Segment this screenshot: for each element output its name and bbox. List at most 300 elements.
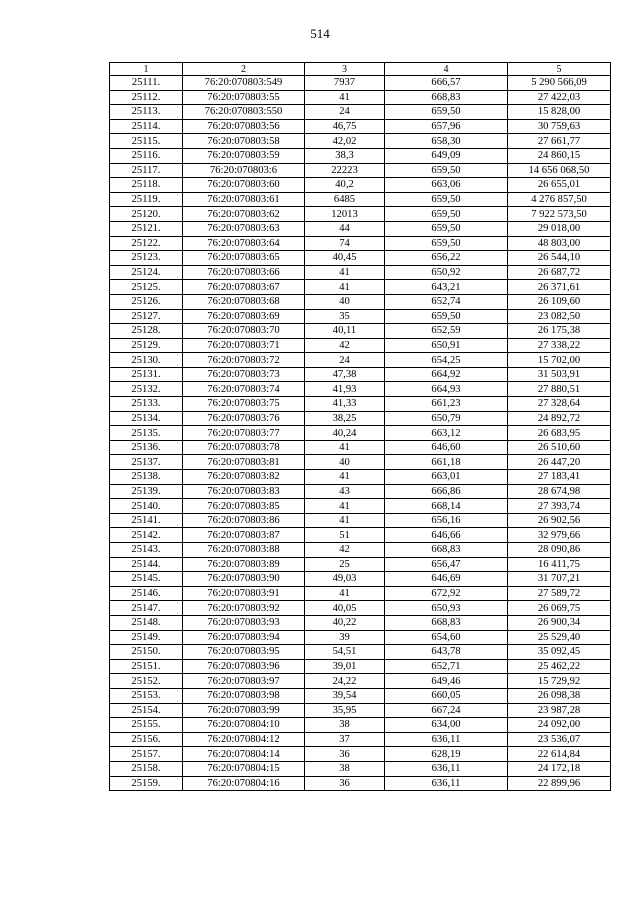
area-cell: 41 [305,265,385,280]
value-cell: 25 462,22 [508,659,611,674]
area-cell: 36 [305,776,385,791]
rate-cell: 661,23 [385,397,508,412]
row-number-cell: 25151. [110,659,183,674]
rate-cell: 634,00 [385,718,508,733]
header-row [110,63,611,76]
value-cell: 27 880,51 [508,382,611,397]
table-row [110,572,611,587]
area-cell: 41,93 [305,382,385,397]
cadastral-number-cell: 76:20:070804:15 [183,761,305,776]
table-row [110,513,611,528]
table-row [110,397,611,412]
table-row [110,105,611,120]
area-cell: 40,2 [305,178,385,193]
column-header: 3 [305,63,385,76]
cadastral-number-cell: 76:20:070803:76 [183,411,305,426]
rate-cell: 663,01 [385,470,508,485]
value-cell: 27 183,41 [508,470,611,485]
cadastral-number-cell: 76:20:070803:86 [183,513,305,528]
area-cell: 38,25 [305,411,385,426]
column-header: 1 [110,63,183,76]
rate-cell: 649,46 [385,674,508,689]
table-row [110,703,611,718]
cadastral-number-cell: 76:20:070803:6 [183,163,305,178]
value-cell: 30 759,63 [508,119,611,134]
cadastral-number-cell: 76:20:070803:65 [183,251,305,266]
row-number-cell: 25132. [110,382,183,397]
table-row [110,338,611,353]
table-row [110,148,611,163]
cadastral-number-cell: 76:20:070803:96 [183,659,305,674]
area-cell: 40,05 [305,601,385,616]
cadastral-number-cell: 76:20:070803:77 [183,426,305,441]
rate-cell: 672,92 [385,586,508,601]
row-number-cell: 25123. [110,251,183,266]
table-row [110,732,611,747]
table-row [110,586,611,601]
table-row [110,543,611,558]
cadastral-number-cell: 76:20:070803:70 [183,324,305,339]
row-number-cell: 25111. [110,76,183,91]
table-row [110,674,611,689]
area-cell: 41 [305,440,385,455]
value-cell: 7 922 573,50 [508,207,611,222]
table-row [110,280,611,295]
area-cell: 42 [305,338,385,353]
rate-cell: 666,57 [385,76,508,91]
area-cell: 74 [305,236,385,251]
value-cell: 22 899,96 [508,776,611,791]
table-row [110,411,611,426]
cadastral-number-cell: 76:20:070803:71 [183,338,305,353]
area-cell: 41 [305,470,385,485]
cadastral-number-cell: 76:20:070803:82 [183,470,305,485]
table-row [110,557,611,572]
table-row [110,426,611,441]
rate-cell: 636,11 [385,761,508,776]
value-cell: 25 529,40 [508,630,611,645]
row-number-cell: 25135. [110,426,183,441]
cadastral-number-cell: 76:20:070803:549 [183,76,305,91]
row-number-cell: 25145. [110,572,183,587]
table-row [110,718,611,733]
cadastral-number-cell: 76:20:070803:78 [183,440,305,455]
rate-cell: 659,50 [385,105,508,120]
value-cell: 24 172,18 [508,761,611,776]
table-row [110,90,611,105]
value-cell: 27 661,77 [508,134,611,149]
area-cell: 42,02 [305,134,385,149]
row-number-cell: 25138. [110,470,183,485]
row-number-cell: 25122. [110,236,183,251]
row-number-cell: 25125. [110,280,183,295]
value-cell: 26 447,20 [508,455,611,470]
row-number-cell: 25116. [110,148,183,163]
value-cell: 26 371,61 [508,280,611,295]
area-cell: 54,51 [305,645,385,660]
value-cell: 26 098,38 [508,688,611,703]
rate-cell: 652,59 [385,324,508,339]
area-cell: 6485 [305,192,385,207]
value-cell: 26 069,75 [508,601,611,616]
value-cell: 26 900,34 [508,615,611,630]
value-cell: 28 674,98 [508,484,611,499]
row-number-cell: 25139. [110,484,183,499]
column-header: 4 [385,63,508,76]
cadastral-number-cell: 76:20:070803:74 [183,382,305,397]
value-cell: 16 411,75 [508,557,611,572]
rate-cell: 654,60 [385,630,508,645]
rate-cell: 649,09 [385,148,508,163]
row-number-cell: 25121. [110,221,183,236]
row-number-cell: 25130. [110,353,183,368]
rate-cell: 668,83 [385,615,508,630]
cadastral-number-cell: 76:20:070803:90 [183,572,305,587]
table-row [110,236,611,251]
rate-cell: 650,91 [385,338,508,353]
row-number-cell: 25155. [110,718,183,733]
cadastral-number-cell: 76:20:070803:55 [183,90,305,105]
area-cell: 38 [305,761,385,776]
cadastral-number-cell: 76:20:070803:61 [183,192,305,207]
area-cell: 39,01 [305,659,385,674]
cadastral-number-cell: 76:20:070803:81 [183,455,305,470]
rate-cell: 646,66 [385,528,508,543]
value-cell: 27 589,72 [508,586,611,601]
row-number-cell: 25157. [110,747,183,762]
row-number-cell: 25147. [110,601,183,616]
area-cell: 35 [305,309,385,324]
area-cell: 42 [305,543,385,558]
table-row [110,659,611,674]
table-row [110,265,611,280]
row-number-cell: 25141. [110,513,183,528]
value-cell: 22 614,84 [508,747,611,762]
row-number-cell: 25158. [110,761,183,776]
table-row [110,761,611,776]
table-row [110,221,611,236]
rate-cell: 636,11 [385,776,508,791]
area-cell: 46,75 [305,119,385,134]
cadastral-number-cell: 76:20:070803:89 [183,557,305,572]
rate-cell: 666,86 [385,484,508,499]
rate-cell: 652,71 [385,659,508,674]
value-cell: 15 702,00 [508,353,611,368]
area-cell: 22223 [305,163,385,178]
cadastral-number-cell: 76:20:070803:69 [183,309,305,324]
value-cell: 27 328,64 [508,397,611,412]
cadastral-number-cell: 76:20:070803:92 [183,601,305,616]
rate-cell: 658,30 [385,134,508,149]
cadastral-number-cell: 76:20:070803:99 [183,703,305,718]
value-cell: 27 422,03 [508,90,611,105]
cadastral-number-cell: 76:20:070803:72 [183,353,305,368]
area-cell: 12013 [305,207,385,222]
area-cell: 7937 [305,76,385,91]
area-cell: 40,45 [305,251,385,266]
cadastral-number-cell: 76:20:070803:64 [183,236,305,251]
cadastral-number-cell: 76:20:070803:66 [183,265,305,280]
table-row [110,76,611,91]
area-cell: 39 [305,630,385,645]
value-cell: 26 544,10 [508,251,611,266]
value-cell: 5 290 566,09 [508,76,611,91]
value-cell: 28 090,86 [508,543,611,558]
rate-cell: 656,22 [385,251,508,266]
row-number-cell: 25117. [110,163,183,178]
table-row [110,440,611,455]
cadastral-number-cell: 76:20:070803:56 [183,119,305,134]
table-row [110,134,611,149]
page-number: 514 [310,26,330,41]
area-cell: 41 [305,280,385,295]
rate-cell: 660,05 [385,688,508,703]
table-row [110,192,611,207]
cadastral-number-cell: 76:20:070803:63 [183,221,305,236]
row-number-cell: 25137. [110,455,183,470]
cadastral-number-cell: 76:20:070803:68 [183,294,305,309]
value-cell: 31 707,21 [508,572,611,587]
row-number-cell: 25148. [110,615,183,630]
cadastral-number-cell: 76:20:070803:88 [183,543,305,558]
area-cell: 24 [305,105,385,120]
rate-cell: 654,25 [385,353,508,368]
rate-cell: 664,92 [385,367,508,382]
row-number-cell: 25142. [110,528,183,543]
value-cell: 24 092,00 [508,718,611,733]
area-cell: 39,54 [305,688,385,703]
value-cell: 26 109,60 [508,294,611,309]
rate-cell: 667,24 [385,703,508,718]
table-row [110,455,611,470]
value-cell: 26 175,38 [508,324,611,339]
table-row [110,776,611,791]
area-cell: 51 [305,528,385,543]
row-number-cell: 25118. [110,178,183,193]
area-cell: 41 [305,90,385,105]
row-number-cell: 25154. [110,703,183,718]
cadastral-number-cell: 76:20:070803:67 [183,280,305,295]
table-row [110,294,611,309]
table-row [110,645,611,660]
row-number-cell: 25120. [110,207,183,222]
cadastral-number-cell: 76:20:070803:93 [183,615,305,630]
cadastral-number-cell: 76:20:070803:94 [183,630,305,645]
rate-cell: 652,74 [385,294,508,309]
cadastral-number-cell: 76:20:070803:60 [183,178,305,193]
value-cell: 31 503,91 [508,367,611,382]
rate-cell: 650,93 [385,601,508,616]
area-cell: 38,3 [305,148,385,163]
value-cell: 27 393,74 [508,499,611,514]
row-number-cell: 25128. [110,324,183,339]
rate-cell: 659,50 [385,221,508,236]
rate-cell: 663,12 [385,426,508,441]
value-cell: 23 987,28 [508,703,611,718]
rate-cell: 659,50 [385,309,508,324]
rate-cell: 659,50 [385,163,508,178]
value-cell: 15 828,00 [508,105,611,120]
rate-cell: 636,11 [385,732,508,747]
value-cell: 24 860,15 [508,148,611,163]
table-row [110,119,611,134]
value-cell: 26 510,60 [508,440,611,455]
rate-cell: 657,96 [385,119,508,134]
area-cell: 49,03 [305,572,385,587]
rate-cell: 646,60 [385,440,508,455]
area-cell: 40 [305,455,385,470]
area-cell: 47,38 [305,367,385,382]
rate-cell: 668,14 [385,499,508,514]
row-number-cell: 25127. [110,309,183,324]
area-cell: 36 [305,747,385,762]
cadastral-number-cell: 76:20:070803:58 [183,134,305,149]
area-cell: 40,22 [305,615,385,630]
table-row [110,207,611,222]
area-cell: 40,11 [305,324,385,339]
row-number-cell: 25114. [110,119,183,134]
value-cell: 35 092,45 [508,645,611,660]
area-cell: 41 [305,513,385,528]
table-row [110,178,611,193]
table-row [110,615,611,630]
table-row [110,324,611,339]
value-cell: 26 683,95 [508,426,611,441]
table-row [110,499,611,514]
row-number-cell: 25140. [110,499,183,514]
value-cell: 23 082,50 [508,309,611,324]
row-number-cell: 25156. [110,732,183,747]
rate-cell: 664,93 [385,382,508,397]
row-number-cell: 25149. [110,630,183,645]
row-number-cell: 25134. [110,411,183,426]
value-cell: 27 338,22 [508,338,611,353]
cadastral-number-cell: 76:20:070804:12 [183,732,305,747]
cadastral-number-cell: 76:20:070803:98 [183,688,305,703]
rate-cell: 668,83 [385,90,508,105]
area-cell: 43 [305,484,385,499]
rate-cell: 646,69 [385,572,508,587]
value-cell: 14 656 068,50 [508,163,611,178]
row-number-cell: 25126. [110,294,183,309]
area-cell: 41 [305,499,385,514]
row-number-cell: 25150. [110,645,183,660]
area-cell: 37 [305,732,385,747]
rate-cell: 661,18 [385,455,508,470]
value-cell: 23 536,07 [508,732,611,747]
row-number-cell: 25131. [110,367,183,382]
value-cell: 24 892,72 [508,411,611,426]
row-number-cell: 25159. [110,776,183,791]
row-number-cell: 25152. [110,674,183,689]
cadastral-number-cell: 76:20:070803:59 [183,148,305,163]
row-number-cell: 25129. [110,338,183,353]
rate-cell: 659,50 [385,207,508,222]
rate-cell: 656,47 [385,557,508,572]
rate-cell: 650,92 [385,265,508,280]
table-row [110,309,611,324]
row-number-cell: 25136. [110,440,183,455]
row-number-cell: 25119. [110,192,183,207]
row-number-cell: 25143. [110,543,183,558]
rate-cell: 668,83 [385,543,508,558]
row-number-cell: 25133. [110,397,183,412]
rate-cell: 659,50 [385,192,508,207]
table-row [110,353,611,368]
value-cell: 4 276 857,50 [508,192,611,207]
table-body [110,76,611,791]
row-number-cell: 25113. [110,105,183,120]
cadastral-number-cell: 76:20:070803:95 [183,645,305,660]
row-number-cell: 25115. [110,134,183,149]
value-cell: 32 979,66 [508,528,611,543]
column-header: 5 [508,63,611,76]
area-cell: 40,24 [305,426,385,441]
table-row [110,528,611,543]
row-number-cell: 25112. [110,90,183,105]
row-number-cell: 25124. [110,265,183,280]
data-table [109,62,611,791]
cadastral-number-cell: 76:20:070803:62 [183,207,305,222]
table-row [110,163,611,178]
value-cell: 48 803,00 [508,236,611,251]
cadastral-number-cell: 76:20:070803:91 [183,586,305,601]
area-cell: 41 [305,586,385,601]
value-cell: 26 687,72 [508,265,611,280]
table-row [110,382,611,397]
cadastral-number-cell: 76:20:070804:10 [183,718,305,733]
area-cell: 24,22 [305,674,385,689]
rate-cell: 663,06 [385,178,508,193]
cadastral-number-cell: 76:20:070803:87 [183,528,305,543]
table-row [110,251,611,266]
row-number-cell: 25144. [110,557,183,572]
rate-cell: 643,21 [385,280,508,295]
cadastral-number-cell: 76:20:070803:75 [183,397,305,412]
table-row [110,367,611,382]
cadastral-number-cell: 76:20:070804:16 [183,776,305,791]
table-row [110,688,611,703]
value-cell: 15 729,92 [508,674,611,689]
table-row [110,601,611,616]
value-cell: 26 902,56 [508,513,611,528]
area-cell: 38 [305,718,385,733]
column-header: 2 [183,63,305,76]
area-cell: 44 [305,221,385,236]
table-row [110,484,611,499]
area-cell: 40 [305,294,385,309]
rate-cell: 650,79 [385,411,508,426]
cadastral-number-cell: 76:20:070803:85 [183,499,305,514]
cadastral-number-cell: 76:20:070803:97 [183,674,305,689]
rate-cell: 656,16 [385,513,508,528]
area-cell: 41,33 [305,397,385,412]
cadastral-number-cell: 76:20:070803:550 [183,105,305,120]
value-cell: 29 018,00 [508,221,611,236]
table-row [110,470,611,485]
rate-cell: 643,78 [385,645,508,660]
area-cell: 35,95 [305,703,385,718]
table-row [110,747,611,762]
table-row [110,630,611,645]
rate-cell: 659,50 [385,236,508,251]
area-cell: 24 [305,353,385,368]
row-number-cell: 25153. [110,688,183,703]
row-number-cell: 25146. [110,586,183,601]
rate-cell: 628,19 [385,747,508,762]
cadastral-number-cell: 76:20:070803:83 [183,484,305,499]
value-cell: 26 655,01 [508,178,611,193]
